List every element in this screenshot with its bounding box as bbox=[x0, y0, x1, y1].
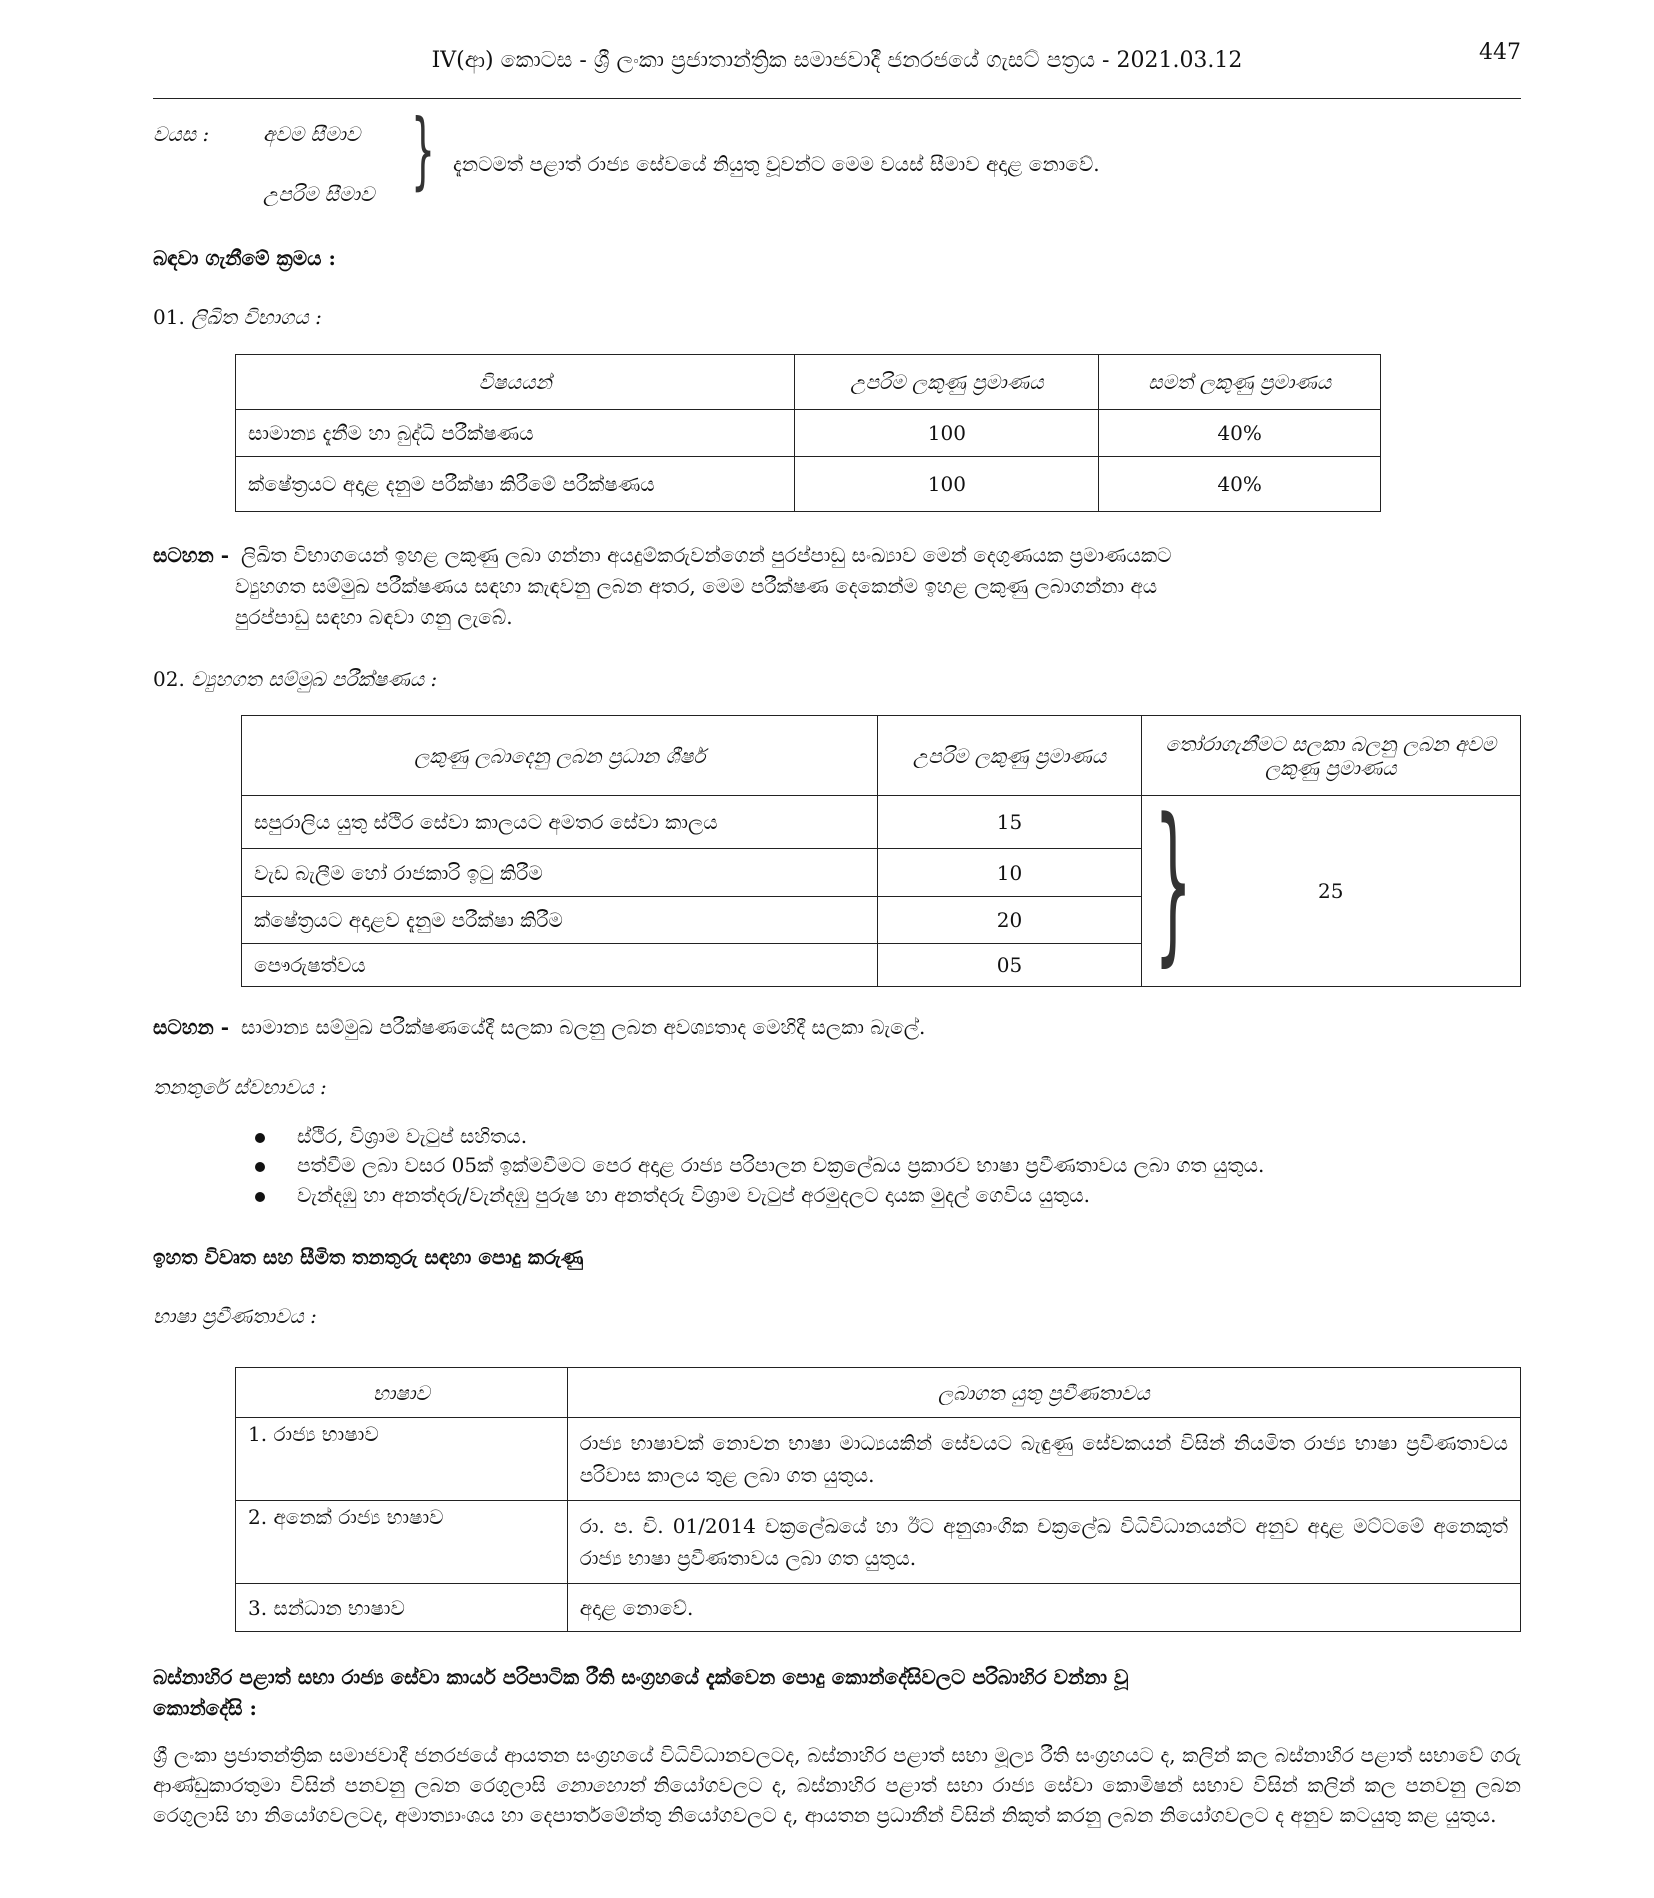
column-header: උපරිම ලකුණු ප්‍රමාණය bbox=[795, 355, 1099, 410]
table-cell: 1. රාජ්‍ය භාෂාව bbox=[236, 1418, 568, 1501]
table-cell: 100 bbox=[795, 457, 1099, 512]
list-item bbox=[255, 1124, 527, 1148]
table-cell: රා. ප. චි. 01/2014 චක්‍රලේඛයේ හා ඊට අනුශාංගික චක්‍රලේඛ විධිවිධානයන්ට අනුව අදාළ මට්ටමේ අනෙකුත් රාජ්‍ය භාෂා ප්‍රවීණතාවය ලබා ගත යුතුය. bbox=[567, 1501, 1520, 1584]
table-cell: 3. සන්ධාන භාෂාව bbox=[236, 1584, 568, 1632]
final-italic: නොහොත් bbox=[555, 1773, 644, 1797]
special-heading-line: කොන්දේසි : bbox=[153, 1696, 257, 1720]
bullet-icon bbox=[255, 1162, 265, 1172]
table-cell: අදාළ නොවේ. bbox=[567, 1584, 1520, 1632]
page-header bbox=[153, 40, 1521, 99]
note1-label: සටහන - bbox=[153, 543, 230, 567]
table-cell: 40% bbox=[1099, 410, 1381, 457]
table-cell: රාජ්‍ය භාෂාවක් නොවන භාෂා මාධ්‍යයකින් සේවයට බැඳුණු සේවකයන් විසින් නියමිත රාජ්‍ය භාෂා ප්‍රවීණතාවය පරිවාස කාලය තුළ ලබා ගත යුතුය. bbox=[567, 1418, 1520, 1501]
interview-num: 02. bbox=[153, 667, 185, 691]
table-cell: 20 bbox=[878, 897, 1141, 944]
age-min: අවම සීමාව bbox=[263, 122, 361, 146]
table-row bbox=[236, 1584, 1521, 1632]
table-cell: 2. අනෙක් රාජ්‍ය භාෂාව bbox=[236, 1501, 568, 1584]
bullet-icon bbox=[255, 1192, 265, 1202]
age-note: දැනටමත් පළාත් රාජ්‍ය සේවයේ නියුතු වූවන්ට මෙම වයස් සීමාව අදාළ නොවේ. bbox=[453, 152, 1100, 176]
interview-title: ව්‍යුහගත සම්මුඛ පරීක්ෂණය : bbox=[191, 667, 438, 691]
note1-line: ව්‍යුහගත සම්මුඛ පරීක්ෂණය සඳහා කැඳවනු ලබන අතර, මෙම පරීක්ෂණ දෙකෙන්ම ඉහළ ලකුණු ලබාගන්නා අය bbox=[235, 574, 1158, 598]
written-exam-heading bbox=[153, 305, 322, 329]
marks-brace-icon: } bbox=[1153, 781, 1192, 982]
header-title: IV(ආ) කොටස - ශ්‍රී ලංකා ප්‍රජාතාන්ත්‍රික සමාජවාදී ජනරජයේ ගැසට් පත්‍රය - 2021.03.12 bbox=[431, 48, 1243, 73]
table-cell: සාමාන්‍ය දැනීම හා බුද්ධි පරීක්ෂණය bbox=[236, 410, 795, 457]
table-header-row bbox=[242, 716, 1521, 796]
bullet-text: වැන්දඹු හා අනත්දරු/වැන්දඹු පුරුෂ හා අනත්දරු විශ්‍රාම වැටුප් අරමුදලට දායක මුදල් ගෙවිය යුතුය. bbox=[297, 1183, 1090, 1207]
bullet-text: ස්ථිර, විශ්‍රාම වැටුප් සහිතය. bbox=[297, 1124, 528, 1148]
language-heading: භාෂා ප්‍රවීණතාවය : bbox=[153, 1304, 317, 1328]
age-max: උපරිම සීමාව bbox=[263, 182, 375, 206]
table-cell: 15 bbox=[878, 796, 1141, 849]
table-cell: 40% bbox=[1099, 457, 1381, 512]
column-header: උපරිම ලකුණු ප්‍රමාණය bbox=[878, 716, 1141, 796]
nature-heading: තනතුරේ ස්වභාවය : bbox=[153, 1075, 327, 1099]
note2-label: සටහන - bbox=[153, 1015, 230, 1039]
column-header: තෝරාගැනීමට සලකා බලනු ලබන අවම ලකුණු ප්‍රමාණය bbox=[1141, 716, 1521, 796]
note2-text: සාමාන්‍ය සම්මුඛ පරීක්ෂණයේදී සලකා බලනු ලබන අවශ්‍යතාද මෙහිදී සලකා බැලේ. bbox=[241, 1015, 926, 1039]
recruitment-heading: බඳවා ගැනීමේ ක්‍රමය : bbox=[153, 246, 336, 270]
common-heading: ඉහත විවෘත සහ සීමිත තනතුරු සඳහා පොදු කරුණු bbox=[153, 1245, 584, 1269]
column-header: ලකුණු ලබාදෙනු ලබන ප්‍රධාන ශීර්ෂ bbox=[242, 716, 878, 796]
table-cell: 10 bbox=[878, 849, 1141, 897]
table-cell: වැඩ බැලීම හෝ රාජකාරි ඉටු කිරීම bbox=[242, 849, 878, 897]
table-header-row bbox=[236, 355, 1381, 410]
language-table bbox=[235, 1367, 1521, 1632]
table-cell: සපුරාලිය යුතු ස්ථිර සේවා කාලයට අමතර සේවා කාලය bbox=[242, 796, 878, 849]
written-exam-table bbox=[235, 354, 1381, 512]
column-header: විෂයයන් bbox=[236, 355, 795, 410]
table-cell: පෞරුෂත්වය bbox=[242, 944, 878, 987]
table-row bbox=[236, 1418, 1521, 1501]
list-item bbox=[255, 1183, 1090, 1207]
special-heading-line: බස්නාහිර පළාත් සභා රාජ්‍ය සේවා කාර්ය පරිපාටික රීති සංග්‍රහයේ දැක්වෙන පොදු කොන්දේසිවලට පරිබාහිර වන්නා වූ bbox=[153, 1665, 1129, 1689]
table-row bbox=[236, 410, 1381, 457]
min-marks-cell bbox=[1141, 781, 1521, 987]
age-label: වයස : bbox=[153, 122, 210, 146]
note1-line: පුරප්පාඩු සඳහා බඳවා ගනු ලැබේ. bbox=[235, 605, 513, 629]
column-header: ලබාගත යුතු ප්‍රවීණතාවය bbox=[567, 1368, 1520, 1418]
final-paragraph bbox=[153, 1740, 1521, 1830]
final-text: ශ්‍රී ලංකා ප්‍රජාතන්ත්‍රික සමාජවාදී ජනරජයේ ආයතන සංග්‍රහයේ විධිවිධානවලටද, බස්නාහිර පළාත් සභා මූල්‍ය රීති සංග්‍රහයට ද, කලින් කල බස්නාහිර පළාත් සභාවේ ගරු ආණ්ඩුකාරතුමා විසින් පනවනු ලබන රෙගුලාසි bbox=[153, 1743, 1521, 1797]
gazette-page bbox=[153, 0, 1521, 1898]
age-brace-icon: } bbox=[411, 101, 436, 199]
written-exam-num: 01. bbox=[153, 305, 185, 329]
table-cell: ක්ෂේත්‍රයට අදාළව දැනුම පරීක්ෂා කිරීම bbox=[242, 897, 878, 944]
final-text: නියෝගවලට ද, බස්නාහිර පළාත් සභා රාජ්‍ය සේවා කොමිෂන් සභාව විසින් කලින් කල පනවනු ලබන රෙගුලාසි හා නියෝගවලටද, අමාත්‍යාංශය හා දෙපාර්තමේන්තු නියෝගවලට ද, ආයතන ප්‍රධානීන් විසින් නිකුත් කරනු ලබන නියෝගවලට ද අනුව කටයුතු කළ යුතුය. bbox=[153, 1773, 1522, 1827]
table-row bbox=[236, 1501, 1521, 1584]
written-exam-title: ලිඛිත විභාගය : bbox=[191, 305, 322, 329]
interview-heading bbox=[153, 667, 437, 691]
min-marks-value: 25 bbox=[1318, 879, 1344, 903]
page-number: 447 bbox=[1479, 40, 1521, 65]
table-header-row bbox=[236, 1368, 1521, 1418]
table-cell: 100 bbox=[795, 410, 1099, 457]
column-header: භාෂාව bbox=[236, 1368, 568, 1418]
list-item bbox=[255, 1153, 1264, 1177]
note1-line: ලිඛිත විභාගයෙන් ඉහළ ලකුණු ලබා ගන්නා අයදුම්කරුවන්ගෙන් පුරප්පාඩු සංඛ්‍යාව මෙන් දෙගුණයක ප්‍රමාණයකට bbox=[241, 543, 1172, 567]
interview-table bbox=[241, 715, 1521, 987]
column-header: සමත් ලකුණු ප්‍රමාණය bbox=[1099, 355, 1381, 410]
table-row bbox=[236, 457, 1381, 512]
table-cell: 05 bbox=[878, 944, 1141, 987]
bullet-icon bbox=[255, 1133, 265, 1143]
table-row bbox=[242, 796, 1521, 849]
table-cell: ක්ෂේත්‍රයට අදාළ දනුම පරීක්ෂා කිරීමේ පරීක්ෂණය bbox=[236, 457, 795, 512]
bullet-text: පත්වීම ලබා වසර 05ක් ඉක්මවීමට පෙර අදාළ රාජ්‍ය පරිපාලන චක්‍රලේඛය ප්‍රකාරව භාෂා ප්‍රවීණතාවය ලබා ගත යුතුය. bbox=[297, 1153, 1265, 1177]
